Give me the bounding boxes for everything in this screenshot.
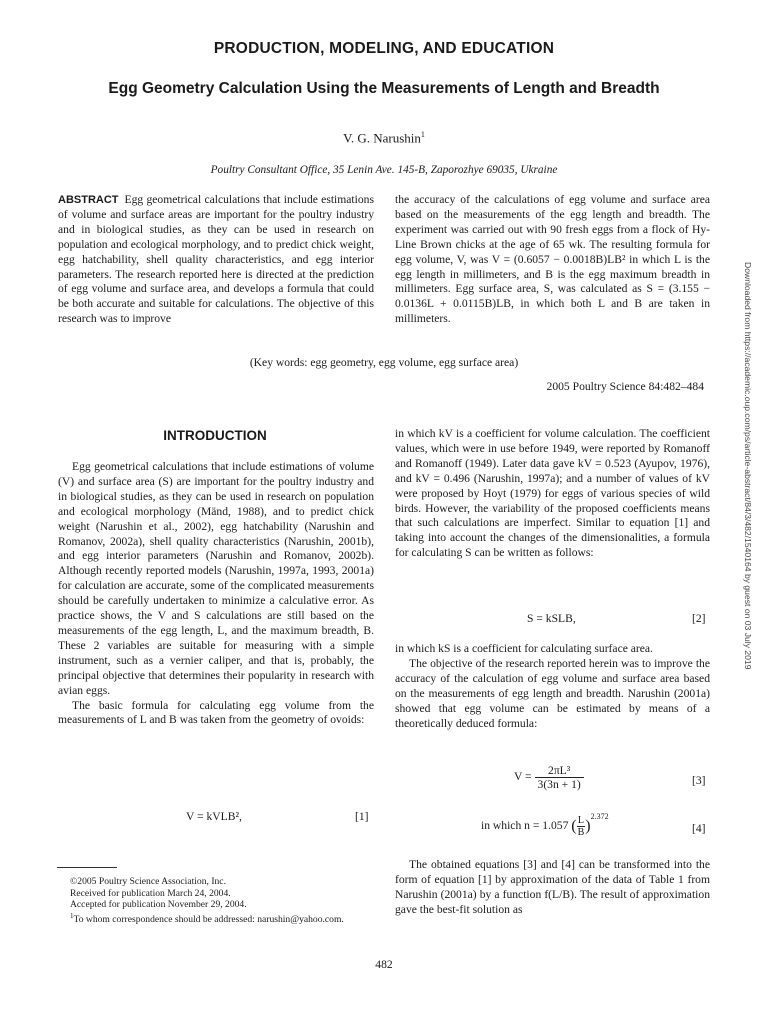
right-paragraph-1: in which kV is a coefficient for volume calculation. The coefficient values, which were in use before 1949, were reported by Romanoff and Romanoff (1949). Later data gave kV = 0.523 (Ayupov, 1976), and kV = 0.496 (Narushin, 1997a); and a number of values of kV were proposed by Hoyt (1979) for eggs of various species of wild birds. However, the variability of the proposed coefficients means that such calculations are imperfect. Similar to equation [1] and taking into account the changes of the dimensionalities, a formula for calculating S can be written as follows: xyxy=(395,427,710,560)
equation-3 xyxy=(514,764,584,791)
affiliation: Poultry Consultant Office, 35 Lenin Ave. 145-B, Zaporozhye 69035, Ukraine xyxy=(210,164,558,176)
footnotes xyxy=(58,876,374,926)
equation-3-denominator: 3(3n + 1) xyxy=(537,778,581,791)
journal-reference: 2005 Poultry Science 84:482–484 xyxy=(546,380,704,393)
paper-title: Egg Geometry Calculation Using the Measurements of Length and Breadth xyxy=(108,80,660,97)
equation-4-exponent: 2.372 xyxy=(590,812,609,821)
equation-4-fraction xyxy=(577,815,586,838)
intro-paragraph-2: The basic formula for calculating egg volume from the measurements of L and B was taken from the geometry of ovoids: xyxy=(58,698,374,727)
right-paragraph-2: in which kS is a coefficient for calculating surface area. xyxy=(395,642,653,655)
author xyxy=(0,130,768,146)
equation-3-lhs: V = xyxy=(514,770,532,784)
section-label: PRODUCTION, MODELING, AND EDUCATION xyxy=(213,40,555,57)
footnote-correspondence xyxy=(58,911,374,926)
equation-4-denominator: B xyxy=(577,826,585,838)
download-watermark: Downloaded from https://academic.oup.com/ps/article-abstract/84/3/482/1540164 by guest on 03 July 2019 xyxy=(743,262,753,670)
right-column-bottom xyxy=(395,858,710,918)
page-number: 482 xyxy=(375,958,393,971)
footnote-rule xyxy=(57,867,117,868)
equation-4: in which n = 1.057 ( $\frac{L}{B}$ )$^{2.372}$ xyxy=(481,812,609,838)
equation-1: V = kVLB², xyxy=(186,810,242,823)
equation-3-fraction xyxy=(535,764,584,791)
equation-3-numerator: 2πL³ xyxy=(535,764,584,778)
right-column-mid xyxy=(395,642,710,731)
equation-1-number: [1] xyxy=(355,810,369,823)
footnote-received: Received for publication March 24, 2004. xyxy=(70,887,231,899)
equation-4-numerator: L xyxy=(577,814,584,826)
footnote-correspondence-text: To whom correspondence should be addressed: narushin@yahoo.com. xyxy=(73,913,344,925)
author-name: V. G. Narushin xyxy=(343,130,421,146)
intro-paragraph-1: Egg geometrical calculations that include estimations of volume (V) and surface area (S) are important for the poultry industry and in biological studies, as they can be used in research on population and ecological morphology (Mänd, 1988), and to predict chick weight (Narushin et al., 2002), egg hatchability (Narushin and Romanov, 2002a), shell quality characteristics (Narushin, 2001b), and egg interior parameters (Narushin and Romanov, 2002b). Although recently reported models (Narushin, 1997a, 1993, 2001a) for calculation are accurate, some of the complicated measurements should be carefully undertaken to minimize a calculative error. As practice shows, the V and S calculations are still based on the measurements of the egg length, L, and the maximum breadth, B. These 2 variables are suitable for measuring with a simple instrument, such as a vernier caliper, and that is, probably, the principal objective that determines their popularity in research with avian eggs. xyxy=(58,460,374,697)
right-column-top xyxy=(395,427,710,561)
footnote-copyright: ©2005 Poultry Science Association, Inc. xyxy=(70,876,226,887)
equation-4-number: [4] xyxy=(692,822,706,835)
equation-3-number: [3] xyxy=(692,774,706,787)
abstract-left xyxy=(58,193,374,327)
footnote-sup: 1 xyxy=(70,911,74,920)
author-sup: 1 xyxy=(420,130,425,139)
abstract-right-text: the accuracy of the calculations of egg volume and surface area based on the measurements of the egg length and breadth. The experiment was carried out with 90 fresh eggs from a flock of Hy-Line Brown chicks at the age of 65 wk. The resulting formula for egg volume, V, was V = (0.6057 − 0.0018B)LB² in which L is the egg length in millimeters, and B is the egg maximum breadth in millimeters. Egg surface area, S, was calculated as S = (3.155 − 0.0136L + 0.0115B)LB, in which both L and B are taken in millimeters. xyxy=(395,193,710,326)
right-paragraph-3: The objective of the research reported herein was to improve the accuracy of the calculation of egg volume and surface area based on the measurements of egg length and breadth. Narushin (2001a) showed that egg volume can be estimated by means of a theoretically deduced formula: xyxy=(395,656,710,730)
left-column xyxy=(58,460,374,728)
equation-4-prefix: in which n = 1.057 xyxy=(481,819,569,832)
right-paragraph-4: The obtained equations [3] and [4] can be transformed into the form of equation [1] by approximation of the data of Table 1 from Narushin (2001a) by a function f(L/B). The result of approximation gave the best-fit solution as xyxy=(395,858,710,916)
abstract-left-text: Egg geometrical calculations that include estimations of volume and surface areas are important for the poultry industry and in biological studies, as they can be used in research on population and ecological morphology, and to predict chick weight, egg hatchability, shell quality characteristics, and egg interior parameters. The research reported here is directed at the prediction of egg volume and surface area, and develops a formula that could be both accurate and suitable for calculations. The objective of this research was to improve xyxy=(58,193,374,326)
abstract-heading: ABSTRACT xyxy=(58,194,119,206)
equation-2-number: [2] xyxy=(692,612,706,625)
abstract-right xyxy=(395,193,710,327)
equation-2: S = kSLB, xyxy=(527,612,576,625)
footnote-accepted: Accepted for publication November 29, 2004. xyxy=(70,899,247,911)
keywords: (Key words: egg geometry, egg volume, egg surface area) xyxy=(249,356,519,369)
introduction-heading: INTRODUCTION xyxy=(163,428,267,443)
